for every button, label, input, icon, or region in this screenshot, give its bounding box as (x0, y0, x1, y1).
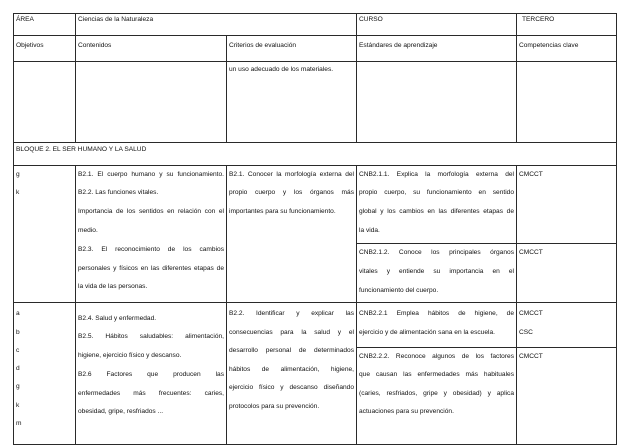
objetivo-letter: d (16, 365, 20, 372)
contenido-line: obesidad, gripe, resfriados ... (78, 408, 164, 415)
criterio-line: consecuencias para la salud y el (229, 329, 354, 336)
estandar-line: CNB2.2.2. Reconoce algunos de los factores (359, 353, 514, 360)
estandar-line: (caries, resfriados, gripe y obesidad) y aplica (359, 390, 514, 397)
table-rule (356, 243, 616, 244)
estandar-line: propio cuerpo, su funcionamiento en sentido (359, 189, 514, 196)
estandar-line: global y los cambios en las diferentes etapas de (359, 208, 514, 215)
objetivo-letter: m (16, 420, 22, 427)
contenido-line: medio. (78, 227, 98, 234)
column-rule (226, 35, 227, 143)
objetivo-letter: g (16, 171, 20, 178)
table-border-bottom (13, 444, 616, 445)
criterio-line: desarrollo personal de determinados (229, 347, 354, 354)
column-header-objetivos: Objetivos (16, 42, 44, 49)
estandar-line: CNB2.1.2. Conoce los principales órganos (359, 249, 514, 256)
estandar-line: que causan las enfermedades más habituales (359, 371, 514, 378)
estandar-line: la vida. (359, 227, 380, 234)
column-rule (356, 165, 357, 445)
table-rule (13, 61, 616, 62)
contenido-line: B2.5. Hábitos saludables: alimentación, (78, 333, 224, 340)
competencia-code: CMCCT (519, 353, 543, 360)
column-rule (75, 165, 76, 445)
table-rule (13, 142, 616, 143)
table-border-right (616, 13, 617, 445)
contenido-line: B2.3. El reconocimiento de los cambios (78, 246, 224, 253)
column-header-criterios: Criterios de evaluación (229, 42, 297, 49)
objetivo-letter: c (16, 347, 20, 354)
estandar-line: funcionamiento del cuerpo. (359, 287, 439, 294)
table-rule (13, 165, 616, 166)
criterio-line: propio cuerpo y los órganos más (229, 189, 354, 196)
column-header-contenidos: Contenidos (78, 42, 112, 49)
column-header-competencias: Competencias clave (519, 42, 579, 49)
criterio-line: B2.1. Conocer la morfología externa del (229, 171, 354, 178)
objetivo-letter: k (16, 402, 20, 409)
objetivo-letter: a (16, 310, 20, 317)
contenido-line: B2.2. Las funciones vitales. (78, 189, 159, 196)
contenido-line: B2.6 Factores que producen las (78, 371, 224, 378)
competencia-code: CSC (519, 329, 533, 336)
contenido-line: Importancia de los sentidos en relación con el (78, 208, 224, 215)
estandar-line: CNB2.1.1. Explica la morfología externa del (359, 171, 514, 178)
estandar-line: CNB2.2.1 Emplea hábitos de higiene, de (359, 310, 514, 317)
criterio-line: protocolos para su prevención. (229, 403, 320, 410)
criterio-line: B2.2. Identificar y explicar las (229, 310, 354, 317)
column-rule (226, 165, 227, 445)
curso-label: CURSO (359, 16, 383, 23)
contenido-line: enfermedades más frecuentes: caries, (78, 390, 224, 397)
criterios-continuation: un uso adecuado de los materiales. (229, 66, 334, 73)
contenido-line: personales y físicos en las diferentes etapas de (78, 265, 224, 272)
estandar-line: actuaciones para su prevención. (359, 408, 454, 415)
column-rule (516, 13, 517, 143)
contenido-line: higiene, ejercicio físico y descanso. (78, 352, 182, 359)
column-rule (75, 13, 76, 143)
contenido-line: B2.4. Salud y enfermedad. (78, 315, 157, 322)
competencia-code: CMCCT (519, 171, 543, 178)
table-rule (13, 35, 616, 36)
curso-value: TERCERO (522, 16, 555, 23)
column-rule (516, 165, 517, 445)
bloque-title: BLOQUE 2. EL SER HUMANO Y LA SALUD (16, 146, 147, 153)
criterio-line: hábitos de alimentación, higiene, (229, 366, 354, 373)
column-rule (356, 13, 357, 143)
estandar-line: vitales y entiende su importancia en el (359, 268, 514, 275)
competencia-code: CMCCT (519, 249, 543, 256)
table-rule (356, 347, 616, 348)
criterio-line: ejercicio físico y descanso diseñando (229, 384, 354, 391)
objetivo-letter: b (16, 329, 20, 336)
criterio-line: importantes para su funcionamiento. (229, 208, 336, 215)
table-rule (13, 302, 616, 303)
column-header-estandares: Estándares de aprendizaje (359, 42, 438, 49)
area-value: Ciencias de la Naturaleza (78, 16, 154, 23)
objetivo-letter: k (16, 189, 20, 196)
contenido-line: la vida de las personas. (78, 283, 148, 290)
estandar-line: ejercicio y de alimentación sana en la escuela. (359, 329, 495, 336)
table-border-top (13, 13, 616, 14)
competencia-code: CMCCT (519, 310, 543, 317)
objetivo-letter: g (16, 383, 20, 390)
table-border-left (13, 13, 14, 445)
contenido-line: B2.1. El cuerpo humano y su funcionamiento. (78, 171, 224, 178)
area-label: ÁREA (16, 16, 34, 23)
